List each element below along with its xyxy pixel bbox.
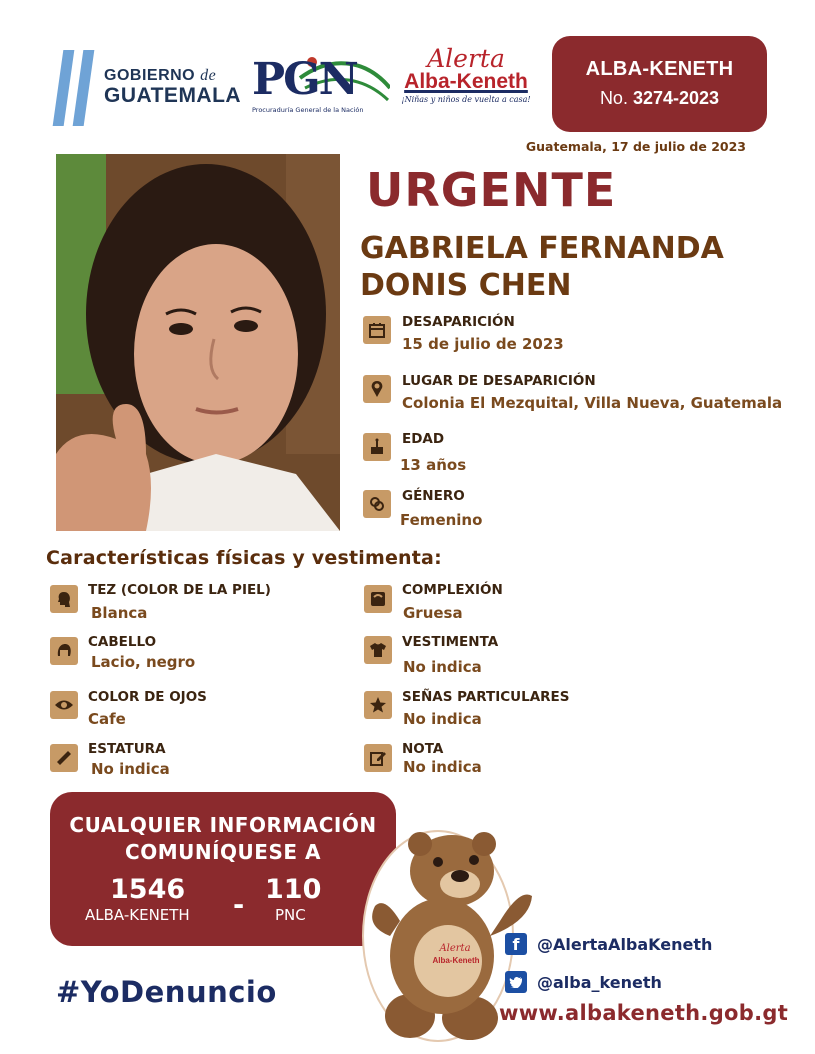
gender-icon: [363, 490, 391, 518]
skin-tone-label: TEZ (COLOR DE LA PIEL): [88, 582, 271, 598]
website-link[interactable]: www.albakeneth.gob.gt: [499, 1001, 789, 1025]
phone-label-alba-keneth: ALBA-KENETH: [85, 906, 190, 924]
hair-icon: [50, 637, 78, 665]
build-label: COMPLEXIÓN: [402, 582, 503, 598]
gender-value: Femenino: [400, 511, 483, 529]
phone-number-pnc[interactable]: 110: [265, 874, 322, 905]
eye-icon: [50, 691, 78, 719]
distinguishing-marks-value: No indica: [403, 710, 482, 728]
note-label: NOTA: [402, 741, 444, 757]
note-value: No indica: [403, 758, 482, 776]
shirt-icon: [364, 636, 392, 664]
characteristics-title: Características físicas y vestimenta:: [46, 547, 442, 569]
phone-label-pnc: PNC: [275, 906, 306, 924]
height-value: No indica: [91, 760, 170, 778]
mascot-belly-script: Alerta: [439, 943, 471, 954]
clothing-label: VESTIMENTA: [402, 634, 499, 650]
eye-color-value: Cafe: [88, 710, 126, 728]
contact-line2: COMUNÍQUESE A: [125, 840, 321, 864]
eye-color-label: COLOR DE OJOS: [88, 689, 207, 705]
skin-tone-value: Blanca: [91, 604, 148, 622]
clothing-value: No indica: [403, 658, 482, 676]
location-label: LUGAR DE DESAPARICIÓN: [402, 373, 596, 389]
note-icon: [364, 744, 392, 772]
alerta-alba-keneth-logo: Alerta Alba-Keneth ¡Niñas y niños de vuelta a casa!: [401, 44, 531, 104]
government-logo-bars: [54, 50, 96, 126]
twitter-handle[interactable]: @alba_keneth: [537, 973, 662, 992]
phone-number-alba-keneth[interactable]: 1546: [110, 874, 186, 905]
hair-value: Lacio, negro: [91, 653, 196, 671]
facebook-icon[interactable]: f: [505, 933, 527, 955]
missing-person-photo: [56, 154, 340, 531]
age-value: 13 años: [400, 456, 467, 474]
distinguishing-marks-label: SEÑAS PARTICULARES: [402, 689, 570, 705]
case-number-badge: ALBA-KENETH No. 3274-2023: [552, 36, 767, 132]
location-pin-icon: [363, 375, 391, 403]
facebook-handle[interactable]: @AlertaAlbaKeneth: [537, 935, 713, 954]
location-value: Colonia El Mezquital, Villa Nueva, Guatemala: [402, 394, 783, 412]
twitter-icon[interactable]: [505, 971, 527, 993]
issue-date: Guatemala, 17 de julio de 2023: [525, 139, 746, 154]
pgn-logo: PGN Procuraduría General de la Nación: [240, 48, 390, 120]
scale-icon: [364, 585, 392, 613]
phone-separator: -: [233, 890, 245, 921]
missing-person-name: GABRIELA FERNANDA DONIS CHEN: [360, 231, 724, 303]
contact-box: [50, 792, 396, 946]
star-icon: [364, 691, 392, 719]
ruler-icon: [50, 744, 78, 772]
gender-label: GÉNERO: [402, 488, 465, 504]
disappearance-value: 15 de julio de 2023: [402, 335, 564, 353]
disappearance-date-row: [363, 316, 391, 344]
urgent-heading: URGENTE: [366, 163, 617, 217]
disappearance-label: DESAPARICIÓN: [402, 314, 515, 330]
age-label: EDAD: [402, 431, 445, 447]
hashtag: #YoDenuncio: [56, 975, 277, 1009]
head-icon: [50, 585, 78, 613]
contact-line1: CUALQUIER INFORMACIÓN: [69, 813, 377, 837]
height-label: ESTATURA: [88, 741, 166, 757]
gender-row: [363, 490, 391, 518]
hair-label: CABELLO: [88, 634, 157, 650]
mascot-belly-bold: Alba-Keneth: [432, 956, 480, 965]
cake-icon: [363, 433, 391, 461]
government-logo-text: GOBIERNO de GUATEMALA: [104, 67, 242, 107]
build-value: Gruesa: [403, 604, 463, 622]
age-row: [363, 433, 391, 461]
location-row: [363, 375, 391, 403]
calendar-icon: [363, 316, 391, 344]
